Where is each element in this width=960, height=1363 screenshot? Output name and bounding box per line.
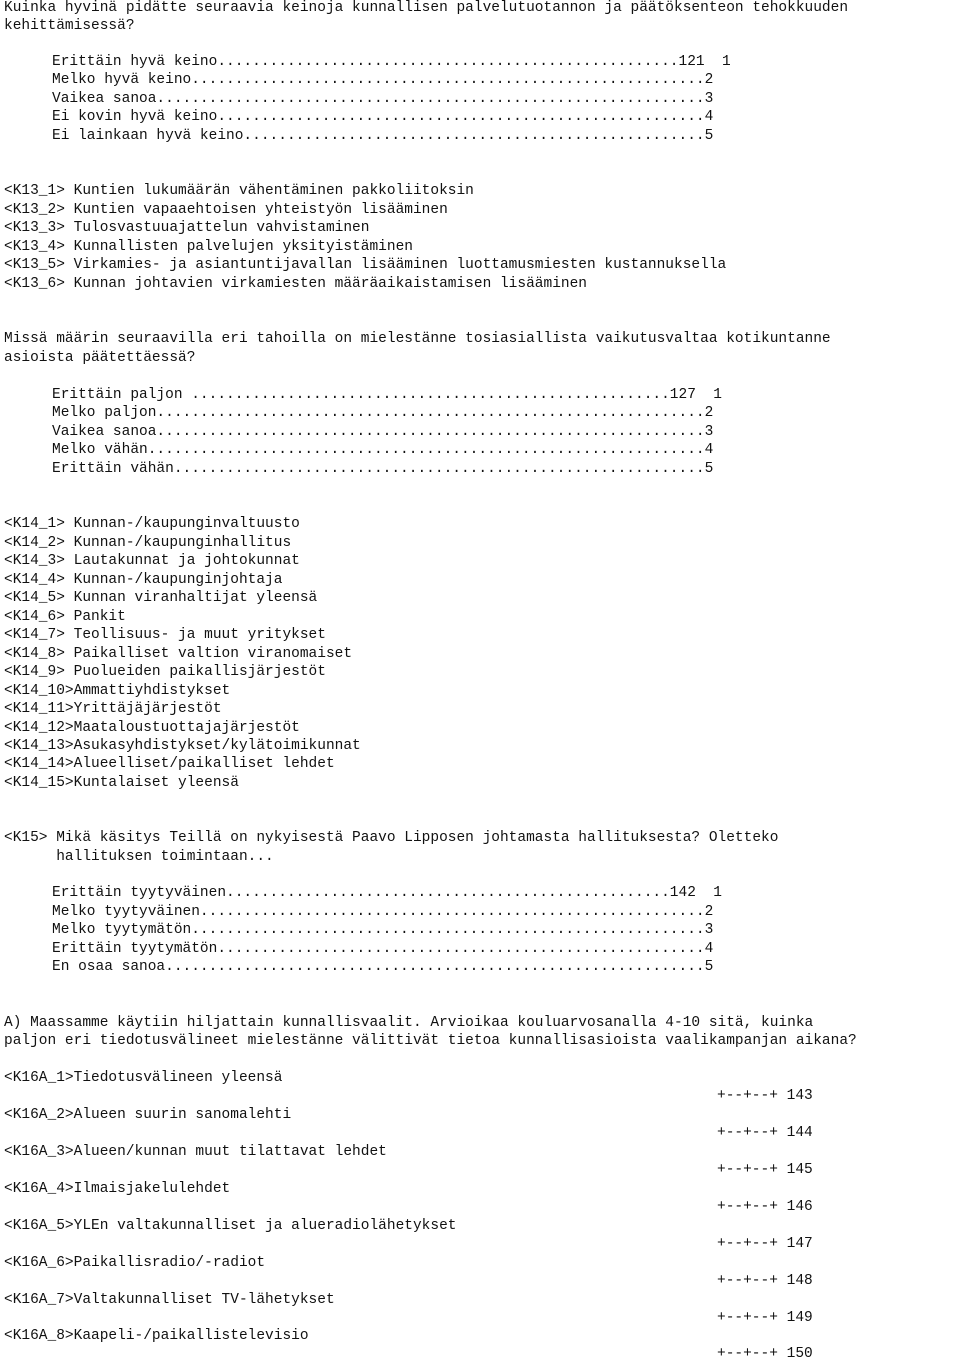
k13-item: <K13_2> Kuntien vapaaehtoisen yhteistyön lisääminen — [4, 202, 448, 218]
k14-option: Erittäin vähän.............................................................5 — [52, 461, 714, 477]
k16-item-label: <K16A_8>Kaapeli-/paikallistelevisio — [4, 1328, 309, 1344]
k16-item-code: +--+--+ 144 — [717, 1125, 813, 1141]
k14-item: <K14_8> Paikalliset valtion viranomaiset — [4, 646, 353, 662]
k14-item: <K14_11>Yrittäjäjärjestöt — [4, 701, 222, 717]
k16-item-code: +--+--+ 147 — [717, 1236, 813, 1252]
k16-item-label: <K16A_3>Alueen/kunnan muut tilattavat lehdet — [4, 1144, 387, 1160]
k14-item: <K14_3> Lautakunnat ja johtokunnat — [4, 553, 300, 569]
k14-item: <K14_12>Maataloustuottajajärjestöt — [4, 720, 300, 736]
k15-option: Erittäin tyytyväinen...................................................142 1 — [52, 885, 723, 901]
k13-option: Ei kovin hyvä keino........................................................4 — [52, 109, 714, 125]
k13-question-line-2: kehittämisessä? — [4, 18, 135, 34]
k16-item-label: <K16A_4>Ilmaisjakelulehdet — [4, 1181, 231, 1197]
k16-item-code: +--+--+ 146 — [717, 1199, 813, 1215]
k14-item: <K14_5> Kunnan viranhaltijat yleensä — [4, 590, 318, 606]
k14-item: <K14_6> Pankit — [4, 609, 126, 625]
k14-item: <K14_14>Alueelliset/paikalliset lehdet — [4, 756, 335, 772]
k16-item-label: <K16A_5>YLEn valtakunnalliset ja alueradiolähetykset — [4, 1218, 457, 1234]
k16-item-code: +--+--+ 149 — [717, 1310, 813, 1326]
k15-question-line-1: <K15> Mikä käsitys Teillä on nykyisestä Paavo Lipposen johtamasta hallituksesta? Oletteko — [4, 830, 779, 846]
k13-question-line-1: Kuinka hyvinä pidätte seuraavia keinoja kunnallisen palvelutuotannon ja päätöksenteon tehokkuuden — [4, 0, 849, 16]
k16-question-line-1: A) Maassamme käytiin hiljattain kunnallisvaalit. Arvioikaa kouluarvosanalla 4-10 sitä, kuinka — [4, 1015, 814, 1031]
k16-item-label: <K16A_7>Valtakunnalliset TV-lähetykset — [4, 1292, 335, 1308]
k14-item: <K14_9> Puolueiden paikallisjärjestöt — [4, 664, 326, 680]
k16-item-label: <K16A_2>Alueen suurin sanomalehti — [4, 1107, 292, 1123]
k14-question-line-2: asioista päätettäessä? — [4, 350, 196, 366]
k14-option: Erittäin paljon .......................................................127 1 — [52, 387, 723, 403]
k14-item: <K14_15>Kuntalaiset yleensä — [4, 775, 239, 791]
k13-item: <K13_4> Kunnallisten palvelujen yksityistäminen — [4, 239, 413, 255]
k16-item-code: +--+--+ 148 — [717, 1273, 813, 1289]
k14-item: <K14_4> Kunnan-/kaupunginjohtaja — [4, 572, 283, 588]
k15-option: Melko tyytymätön...........................................................3 — [52, 922, 714, 938]
k14-item: <K14_10>Ammattiyhdistykset — [4, 683, 231, 699]
k13-option: Ei lainkaan hyvä keino.....................................................5 — [52, 128, 714, 144]
k14-item: <K14_2> Kunnan-/kaupunginhallitus — [4, 535, 292, 551]
k14-item: <K14_1> Kunnan-/kaupunginvaltuusto — [4, 516, 300, 532]
k13-item: <K13_3> Tulosvastuuajattelun vahvistaminen — [4, 220, 370, 236]
k16-item-code: +--+--+ 150 — [717, 1346, 813, 1362]
k16-question-line-2: paljon eri tiedotusvälineet mielestänne välittivät tietoa kunnallisasioista vaalikampanjan aikana? — [4, 1033, 857, 1049]
k13-item: <K13_6> Kunnan johtavien virkamiesten määräaikaistamisen lisääminen — [4, 276, 587, 292]
k15-option: Melko tyytyväinen..........................................................2 — [52, 904, 714, 920]
k13-item: <K13_5> Virkamies- ja asiantuntijavallan lisääminen luottamusmiesten kustannuksella — [4, 257, 727, 273]
k15-option: Erittäin tyytymätön........................................................4 — [52, 941, 714, 957]
k16-item-label: <K16A_1>Tiedotusvälineen yleensä — [4, 1070, 283, 1086]
k16-item-code: +--+--+ 145 — [717, 1162, 813, 1178]
k14-item: <K14_7> Teollisuus- ja muut yritykset — [4, 627, 326, 643]
k14-item: <K14_13>Asukasyhdistykset/kylätoimikunnat — [4, 738, 361, 754]
k14-option: Melko vähän................................................................4 — [52, 442, 714, 458]
k16-item-code: +--+--+ 143 — [717, 1088, 813, 1104]
k13-option: Erittäin hyvä keino.....................................................121 1 — [52, 54, 731, 70]
k13-item: <K13_1> Kuntien lukumäärän vähentäminen pakkoliitoksin — [4, 183, 474, 199]
k13-option: Vaikea sanoa...............................................................3 — [52, 91, 714, 107]
k14-question-line-1: Missä määrin seuraavilla eri tahoilla on mielestänne tosiasiallista vaikutusvaltaa kotikuntanne — [4, 331, 831, 347]
k15-option: En osaa sanoa..............................................................5 — [52, 959, 714, 975]
k13-option: Melko hyvä keino...........................................................2 — [52, 72, 714, 88]
k16-item-label: <K16A_6>Paikallisradio/-radiot — [4, 1255, 266, 1271]
k14-option: Melko paljon...............................................................2 — [52, 405, 714, 421]
k14-option: Vaikea sanoa...............................................................3 — [52, 424, 714, 440]
k15-question-line-2: hallituksen toimintaan... — [4, 849, 274, 865]
